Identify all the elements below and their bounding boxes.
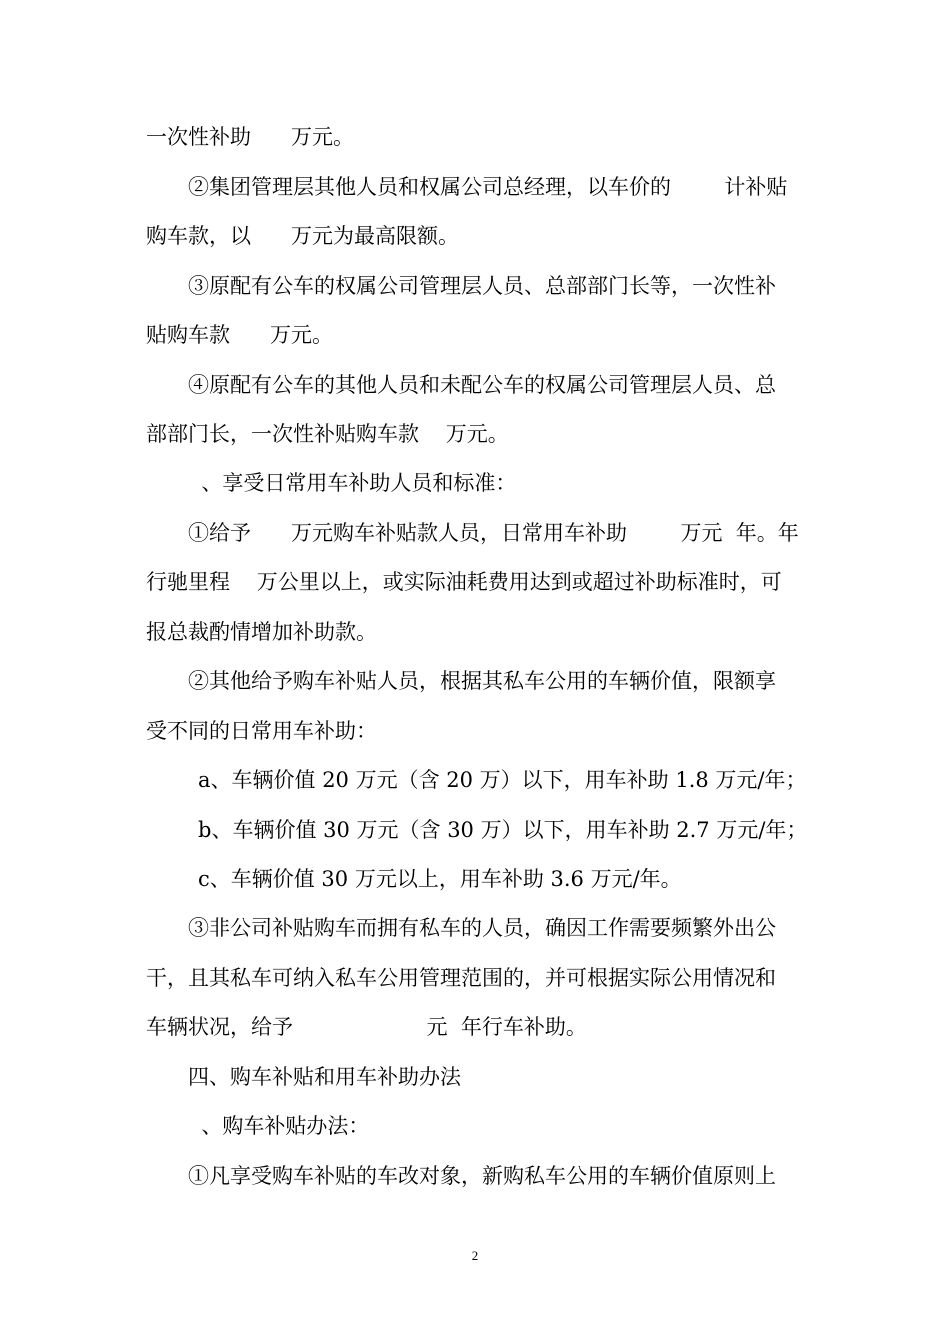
text-line-2: ②集团管理层其他人员和权属公司总经理，以车价的 计补贴 (188, 175, 788, 199)
text-line-13: 受不同的日常用车补助： (146, 719, 377, 743)
list-item-a: a、车辆价值 20 万元（含 20 万）以下，用车补助 1.8 万元/年； (198, 768, 807, 792)
text-line-10: 行驰里程 万公里以上，或实际油耗费用达到或超过补助标准时，可 (146, 570, 782, 594)
text-line-19: 车辆状况，给予 元 年行车补助。 (146, 1015, 587, 1039)
list-item-b: b、车辆价值 30 万元（含 30 万）以下，用车补助 2.7 万元/年； (198, 818, 808, 842)
section-heading-four: 四、购车补贴和用车补助办法 (188, 1065, 461, 1089)
page-number: 2 (471, 1248, 479, 1263)
text-line-17: ③非公司补贴购车而拥有私车的人员，确因工作需要频繁外出公 (188, 916, 776, 940)
section-heading-daily-subsidy: 、享受日常用车补助人员和标准： (188, 471, 517, 495)
text-line-12: ②其他给予购车补贴人员，根据其私车公用的车辆价值，限额享 (188, 669, 776, 693)
section-heading-purchase-subsidy: 、购车补贴办法： (188, 1114, 370, 1138)
text-line-18: 干，且其私车可纳入私车公用管理范围的，并可根据实际公用情况和 (146, 966, 776, 990)
text-line-5: 贴购车款 万元。 (146, 323, 334, 347)
text-line-7: 部部门长，一次性补贴购车款 万元。 (146, 422, 509, 446)
text-line-11: 报总裁酌情增加补助款。 (146, 620, 377, 644)
list-item-c: c、车辆价值 30 万元以上，用车补助 3.6 万元/年。 (198, 867, 682, 891)
text-line-3: 购车款，以 万元为最高限额。 (146, 224, 460, 248)
text-line-1: 一次性补助 万元。 (146, 125, 355, 149)
text-line-9: ①给予 万元购车补贴款人员，日常用车补助 万元 年。年 (188, 521, 799, 545)
text-line-6: ④原配有公车的其他人员和未配公车的权属公司管理层人员、总 (188, 373, 776, 397)
text-line-22: ①凡享受购车补贴的车改对象，新购私车公用的车辆价值原则上 (188, 1164, 776, 1188)
text-line-4: ③原配有公车的权属公司管理层人员、总部部门长等，一次性补 (188, 274, 776, 298)
